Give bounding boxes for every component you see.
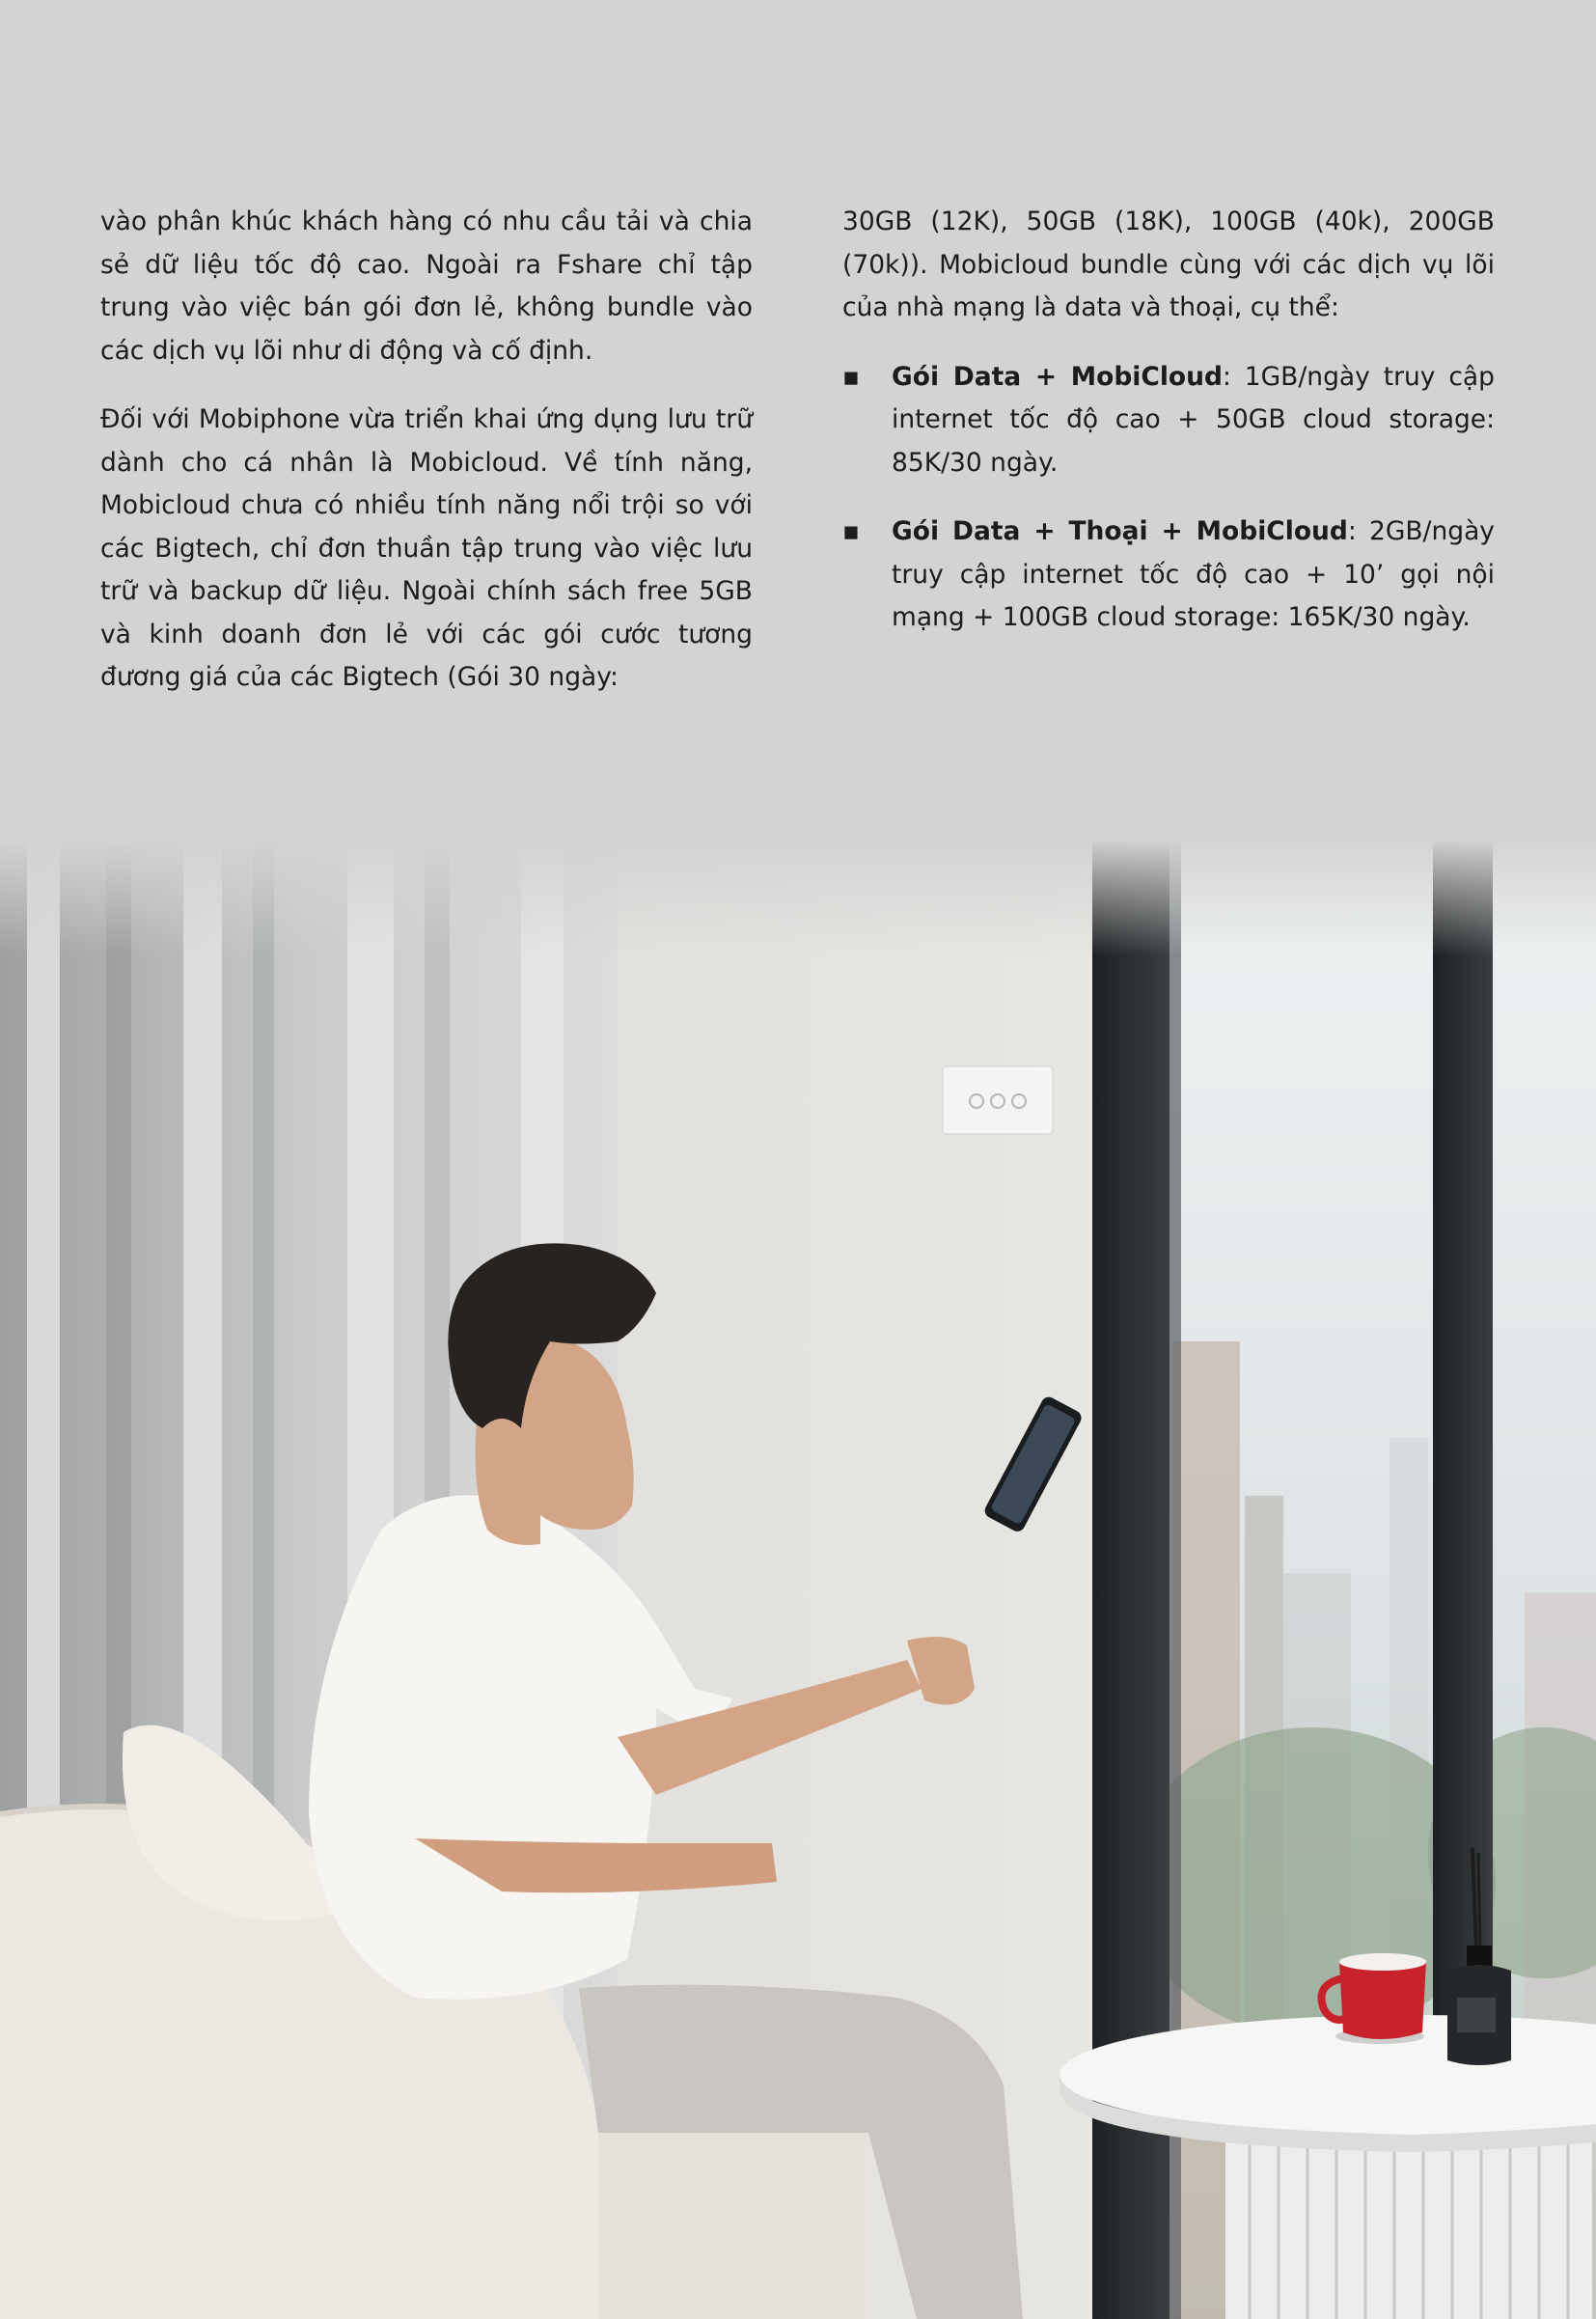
text-section	[0, 0, 1596, 869]
bullet-icon: ▪	[842, 361, 860, 392]
bundle-list	[842, 356, 1495, 640]
list-item	[842, 356, 1495, 485]
left-paragraph-1: vào phân khúc khách hàng có nhu cầu tải và chia sẻ dữ liệu tốc độ cao. Ngoài ra Fshare chỉ tập trung vào việc bán gói đơn lẻ, không bundle vào các dịch vụ lõi như di động và cố định.	[100, 207, 753, 366]
right-intro: 30GB (12K), 50GB (18K), 100GB (40k), 200GB (70k)). Mobicloud bundle cùng với các dịch vụ lõi của nhà mạng là data và thoại, cụ thể:	[842, 207, 1495, 322]
list-item	[842, 511, 1495, 640]
light-switch	[943, 1066, 1053, 1134]
right-column	[842, 201, 1495, 666]
photo-illustration	[0, 840, 1596, 2319]
bundle-text: : 2GB/ngày truy cập internet tốc độ cao + 10’ gọi nội mạng + 100GB cloud storage: 165K/30 ngày.	[892, 516, 1495, 632]
photo-top-fade	[0, 840, 1596, 955]
bundle-text: : 1GB/ngày truy cập internet tốc độ cao + 50GB cloud storage: 85K/30 ngày.	[892, 361, 1495, 478]
bullet-icon: ▪	[842, 516, 860, 546]
lifestyle-photo	[0, 840, 1596, 2319]
bundle-title: Gói Data + MobiCloud	[892, 361, 1223, 392]
left-paragraph-2: Đối với Mobiphone vừa triển khai ứng dụng lưu trữ dành cho cá nhân là Mobicloud. Về tính năng, Mobicloud chưa có nhiều tính năng nổi trội so với các Bigtech, chỉ đơn thuần tập trung vào việc lưu trữ và backup dữ liệu. Ngoài chính sách free 5GB và kinh doanh đơn lẻ với các gói cước tương đương giá của các Bigtech (Gói 30 ngày:	[100, 404, 753, 692]
bundle-title: Gói Data + Thoại + MobiCloud	[892, 516, 1348, 546]
left-column	[100, 201, 753, 726]
